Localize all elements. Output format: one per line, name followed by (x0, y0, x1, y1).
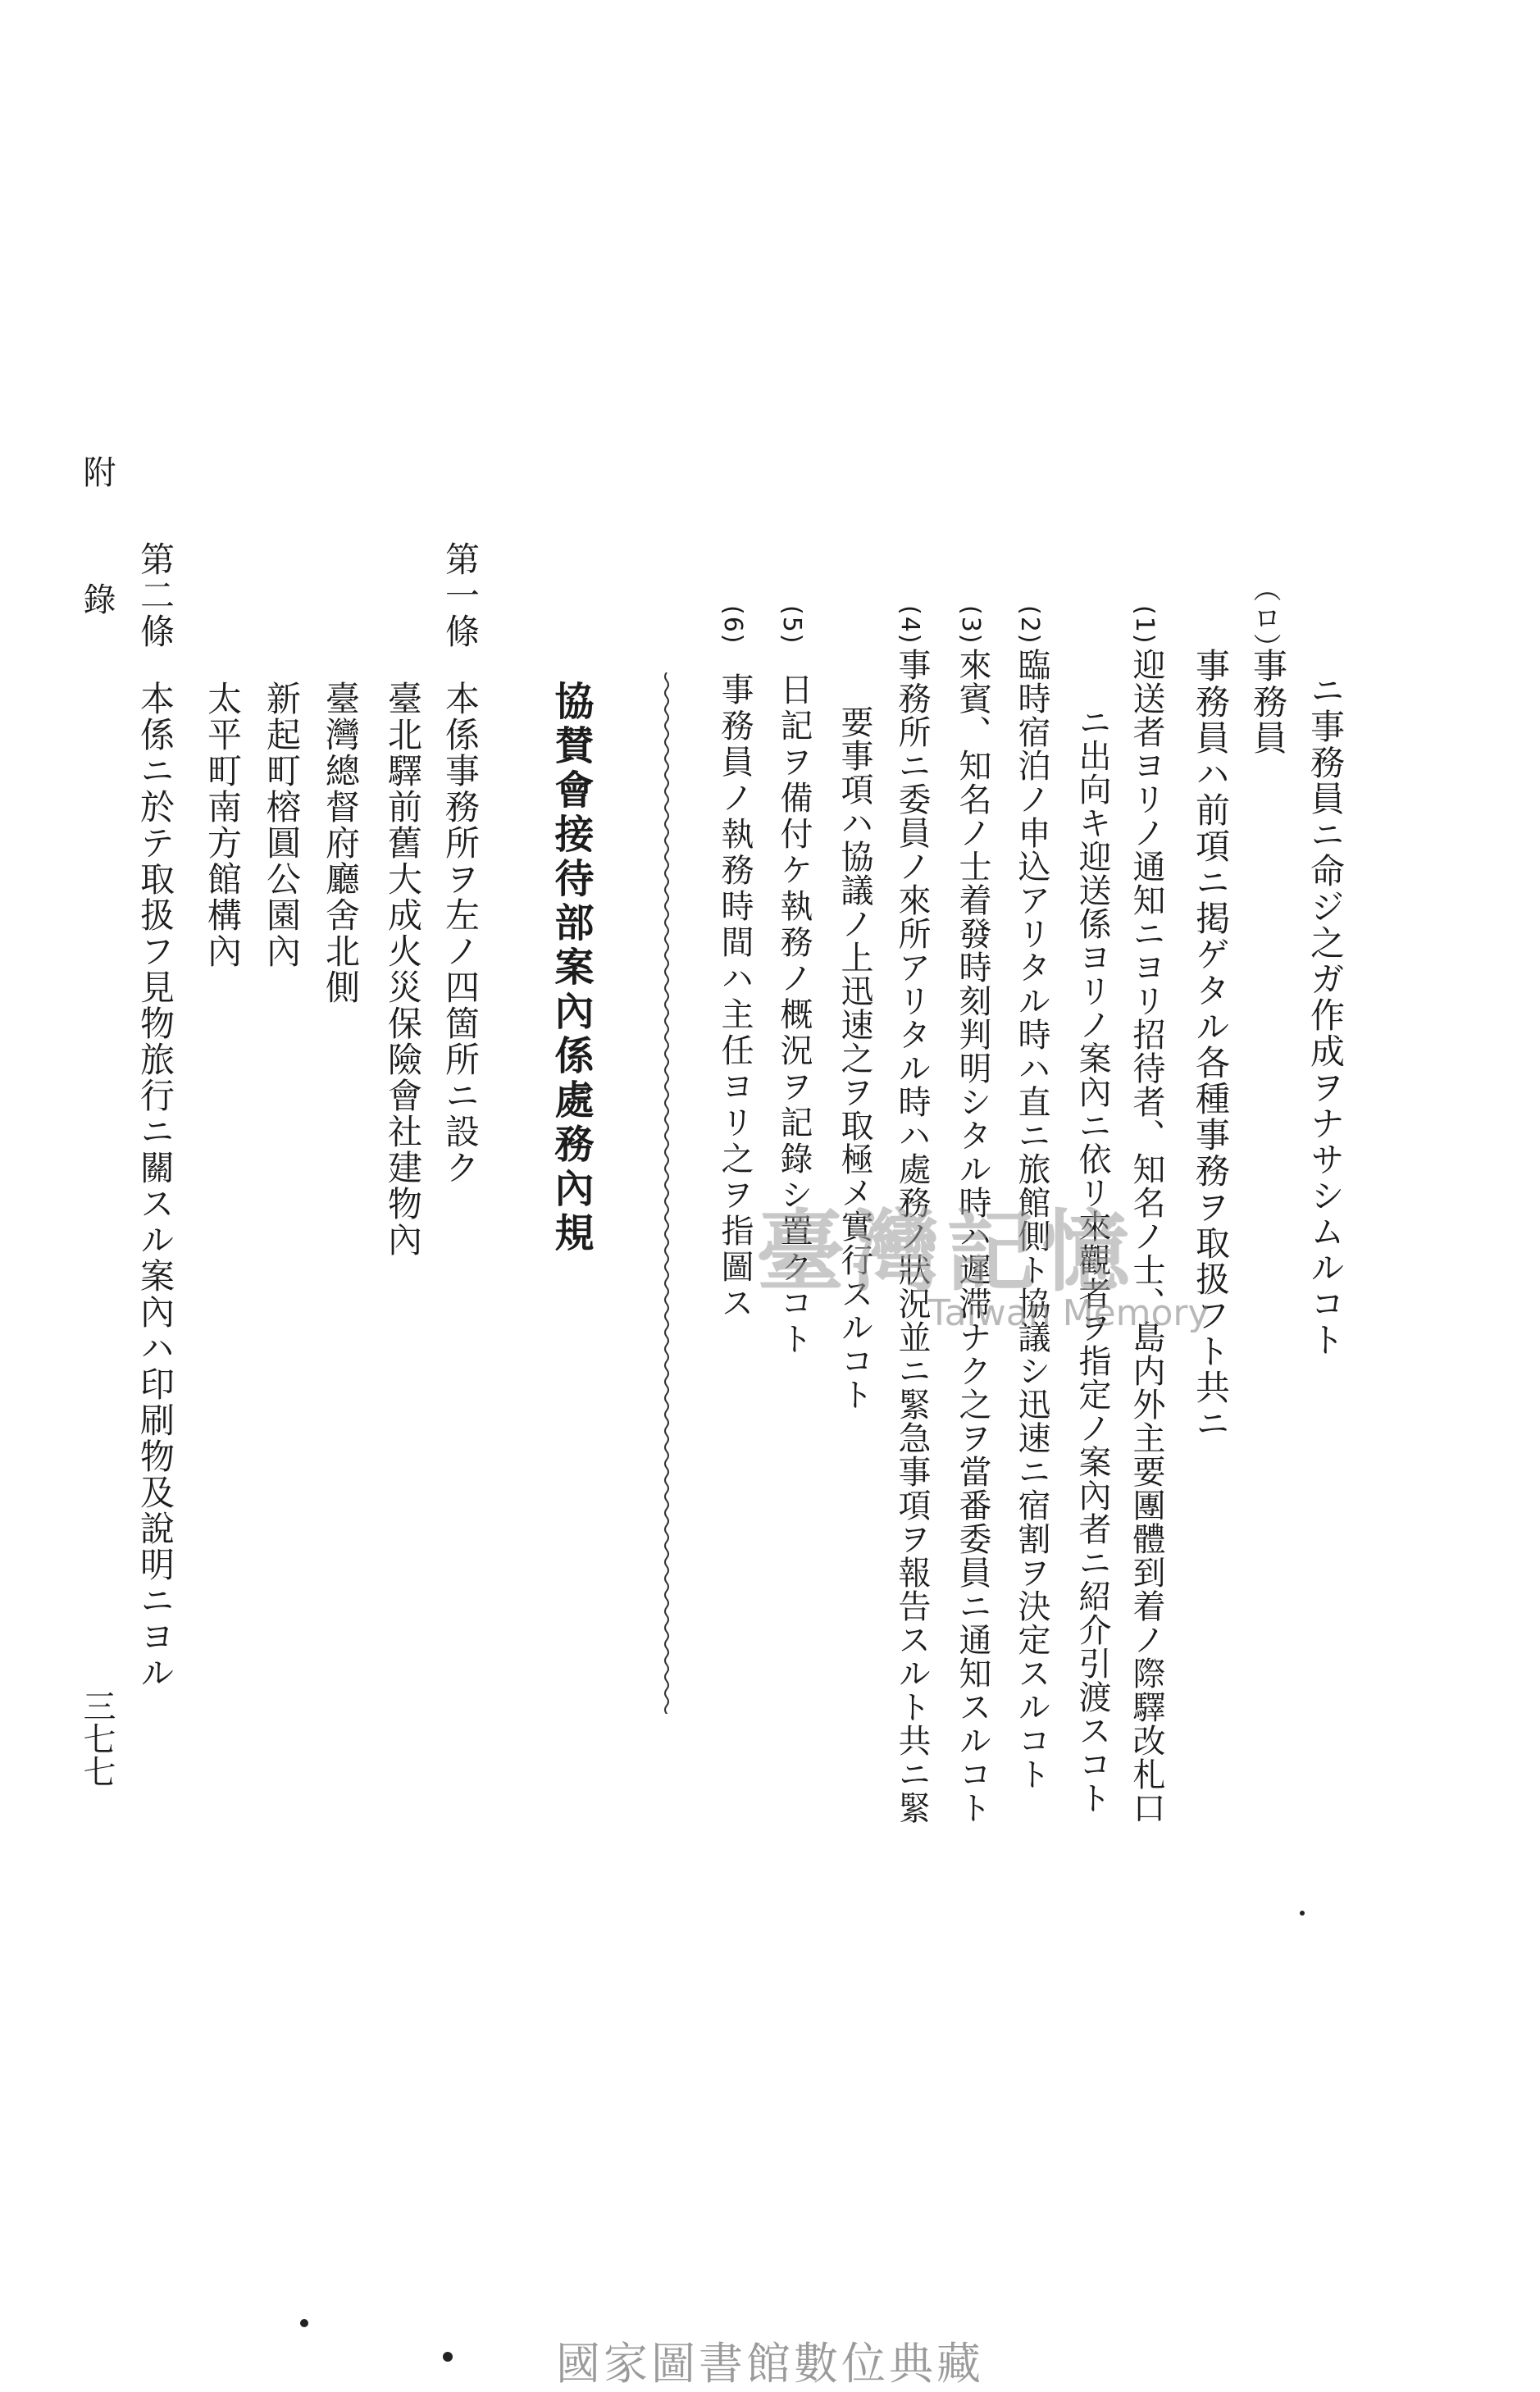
item-6-number: (6) (718, 605, 747, 645)
article-1-place-4: 太平町南方館構內 (203, 681, 243, 969)
section-heading: 事務員 (1248, 648, 1288, 756)
article-1-place-2: 臺灣總督府廳舍北側 (321, 681, 361, 1005)
article-1-place-3: 新起町榕圓公園內 (262, 681, 302, 969)
page-number: 三七七 (78, 1689, 116, 1788)
watermark-main: 臺灣記憶 (756, 1201, 1137, 1304)
section-marker: （ロ） (1248, 574, 1281, 663)
watermark-sub: Taiwan Memory (928, 1292, 1210, 1334)
item-1-line2: ニ出向キ迎送係ヨリノ案內ニ依リ來觀者ヲ指定ノ案內者ニ紹介引渡スコト (1073, 705, 1111, 1815)
item-4-number: (4) (895, 605, 924, 645)
section-intro: 事務員ハ前項ニ掲ゲタル各種事務ヲ取扱フト共ニ (1191, 648, 1231, 1442)
appendix-label-top: 附 (78, 455, 116, 488)
item-5-line1: 日記ヲ備付ケ執務ノ概況ヲ記錄シ置クコト (775, 672, 813, 1358)
article-1-place-1: 臺北驛前舊大成火災保險會社建物內 (383, 681, 423, 1258)
continuation-line: ニ事務員ニ命ジ之ガ作成ヲナサシムルコト (1305, 672, 1346, 1358)
item-2-line1: 臨時宿泊ノ申込アリタル時ハ直ニ旅館側ト協議シ迅速ニ宿割ヲ決定スルコト (1013, 648, 1050, 1791)
print-dot (1300, 1911, 1305, 1916)
item-5-number: (5) (777, 605, 806, 645)
item-6-line1: 事務員ノ執務時間ハ主任ヨリ之ヲ指圖ス (716, 672, 754, 1322)
article-1-text: 本係事務所ヲ左ノ四箇所ニ設ク (440, 681, 481, 1186)
article-2-text: 本係ニ於テ取扱フ見物旅行ニ關スル案內ハ印刷物及說明ニヨル (135, 681, 175, 1691)
item-3-number: (3) (956, 605, 985, 645)
article-1-label: 第一條 (440, 541, 481, 649)
article-2-label: 第二條 (135, 541, 175, 649)
watermark (756, 1181, 1264, 1345)
print-dot (300, 2319, 308, 2327)
wavy-divider (659, 672, 674, 1714)
item-1-number: (1) (1130, 605, 1159, 645)
item-4-line2: 要事項ハ協議ノ上迅速之ヲ取極メ實行スルコト (836, 705, 873, 1411)
appendix-label-bottom: 錄 (78, 582, 116, 615)
item-3-line1: 來賓、知名ノ士着發時刻判明シタル時ハ遲滞ナク之ヲ當番委員ニ通知スルコト (954, 648, 991, 1825)
item-2-number: (2) (1015, 605, 1044, 645)
item-4-line1: 事務所ニ委員ノ來所アリタル時ハ處務ノ狀況並ニ緊急事項ヲ報告スルト共ニ緊 (893, 648, 931, 1825)
footer-collection-name: 國家圖書館數位典藏 (556, 2338, 984, 2390)
regulation-title: 協賛會接待部案內係處務內規 (548, 681, 594, 1256)
item-1-line1: 迎送者ヨリノ通知ニヨリ招待者、知名ノ士、島内外主要團體到着ノ際驛改札口 (1128, 648, 1165, 1825)
